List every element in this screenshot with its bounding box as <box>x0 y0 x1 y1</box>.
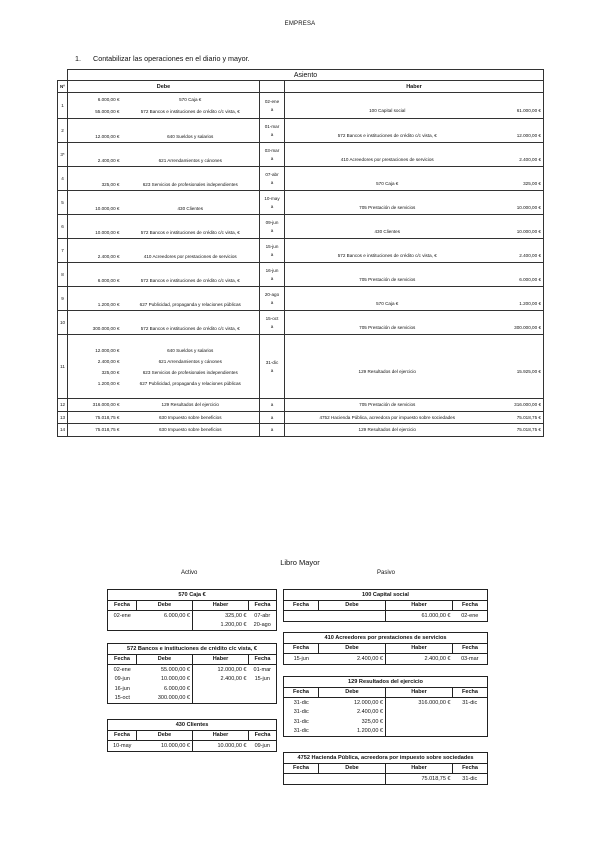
journal-entry-row <box>58 119 544 143</box>
haber-header: Haber <box>193 600 249 611</box>
ledger-account-title: 572 Bancos e instituciones de crédito c/c vista, € <box>108 644 277 655</box>
ledger-haber-amount: 61.000,00 € <box>386 611 453 622</box>
ledger-row <box>108 694 277 704</box>
ledger-row <box>284 654 488 665</box>
journal-entry-row <box>58 335 544 399</box>
debe-amount: 325,00 € <box>101 181 120 187</box>
journal-entry-row <box>58 93 544 119</box>
ledger-row <box>284 727 488 737</box>
entry-connector: a <box>270 427 274 433</box>
ledger-haber-date: 03-mar <box>453 654 488 665</box>
debe-amount: 1.200,00 € <box>97 380 120 386</box>
ledger-debe-date <box>108 621 137 631</box>
haber-header: Haber <box>386 763 453 774</box>
ledger-debe-amount <box>137 621 193 631</box>
question-line <box>75 54 250 63</box>
haber-account: 100 Capital social <box>285 93 490 119</box>
fecha-header: Fecha <box>249 654 277 665</box>
haber-amount: 6.000,00 € <box>490 263 544 287</box>
ledger-debe-date: 31-dic <box>284 727 319 737</box>
haber-account: 705 Prestación de servicios <box>285 311 490 335</box>
entry-connector: a <box>270 155 274 161</box>
haber-account: 572 Bancos e instituciones de crédito c/c vista, € <box>285 119 490 143</box>
debe-amount: 300.000,00 € <box>92 325 120 331</box>
entry-connector: a <box>270 251 274 257</box>
fecha-header: Fecha <box>453 687 488 698</box>
entry-number: 1 <box>58 93 68 119</box>
ledger-haber-date: 02-ene <box>453 611 488 622</box>
ledger-haber-amount: 1.200,00 € <box>193 621 249 631</box>
fecha-header: Fecha <box>284 763 319 774</box>
fecha-header: Fecha <box>108 600 137 611</box>
ledger-row <box>284 717 488 727</box>
debe-header: Debe <box>319 643 386 654</box>
debe-amount: 6.000,00 € <box>97 97 120 102</box>
debe-amount: 6.000,00 € <box>97 277 120 283</box>
journal-entry-row <box>58 239 544 263</box>
ledger-debe-amount: 12.000,00 € <box>319 698 386 708</box>
entry-connector: a <box>270 275 274 281</box>
fecha-header: Fecha <box>108 730 137 741</box>
ledger-debe-date: 31-dic <box>284 708 319 718</box>
debe-header: Debe <box>319 763 386 774</box>
ledger-debe-date <box>284 611 319 622</box>
fecha-header: Fecha <box>249 600 277 611</box>
question-text: Contabilizar las operaciones en el diario y mayor. <box>93 54 250 63</box>
debe-amount: 75.018,75 € <box>95 414 120 420</box>
ledger-debe-date: 02-ene <box>108 665 137 675</box>
ledger-row <box>284 774 488 785</box>
ledger-row <box>108 611 277 621</box>
debe-account: 572 Bancos e instituciones de crédito c/c vista, € <box>140 229 240 235</box>
entry-number: 8 <box>58 263 68 287</box>
ledger-debe-amount: 6.000,00 € <box>137 611 193 621</box>
haber-amount: 15.925,00 € <box>490 335 544 399</box>
ledger-haber-amount <box>386 717 453 727</box>
debe-account: 627 Publicidad, propaganda y relaciones públicas <box>139 301 241 307</box>
ledger-debe-amount: 6.000,00 € <box>137 684 193 694</box>
debe-amount: 2.400,00 € <box>97 157 120 163</box>
ledger-account-resultados <box>283 676 488 737</box>
haber-amount: 12.000,00 € <box>490 119 544 143</box>
ledger-debe-amount: 10.000,00 € <box>137 675 193 685</box>
debe-amount: 10.000,00 € <box>95 205 120 211</box>
haber-amount: 75.018,75 € <box>490 411 544 424</box>
journal-entry-row <box>58 143 544 167</box>
entry-connector: a <box>270 402 274 408</box>
haber-amount: 325,00 € <box>490 167 544 191</box>
ledger-haber-date <box>249 684 277 694</box>
debe-amount: 2.400,00 € <box>97 358 120 364</box>
ledger-debe-amount: 1.200,00 € <box>319 727 386 737</box>
ledger-row <box>108 741 277 752</box>
ledger-row <box>108 621 277 631</box>
haber-account: 570 Caja € <box>285 287 490 311</box>
entry-connector: a <box>270 414 274 420</box>
entry-date: 09-jun <box>265 219 279 225</box>
entry-number: 9 <box>58 287 68 311</box>
haber-account: 410 Acreedores por prestaciones de servicios <box>285 143 490 167</box>
ledger-haber-date: 09-jun <box>249 741 277 752</box>
entry-number: 12 <box>58 399 68 412</box>
ledger-debe-amount: 300.000,00 € <box>137 694 193 704</box>
entry-number: 13 <box>58 411 68 424</box>
entry-date: 31-dic <box>265 359 279 365</box>
ledger-row <box>284 698 488 708</box>
debe-account: 129 Resultados del ejercicio <box>161 402 219 407</box>
ledger-debe-amount <box>319 774 386 785</box>
ledger-debe-date: 10-may <box>108 741 137 752</box>
col-debe-header: Debe <box>68 81 260 93</box>
ledger-account-caja <box>107 589 277 631</box>
ledger-haber-date <box>453 708 488 718</box>
debe-amount: 12.000,00 € <box>95 133 120 139</box>
ledger-row <box>284 611 488 622</box>
debe-account: 430 Clientes <box>177 205 204 211</box>
pasivo-label: Pasivo <box>377 570 396 576</box>
debe-header: Debe <box>319 687 386 698</box>
ledger-row <box>284 708 488 718</box>
ledger-debe-date: 15-oct <box>108 694 137 704</box>
haber-account: 570 Caja € <box>285 167 490 191</box>
debe-header: Debe <box>137 600 193 611</box>
ledger-haber-date: 31-dic <box>453 774 488 785</box>
ledger-debe-date: 31-dic <box>284 717 319 727</box>
ledger-haber-amount: 2.400,00 € <box>386 654 453 665</box>
ledger-haber-amount: 2.400,00 € <box>193 675 249 685</box>
haber-account: 129 Resultados del ejercicio <box>285 424 490 437</box>
ledger-haber-amount: 75.018,75 € <box>386 774 453 785</box>
haber-header: Haber <box>193 654 249 665</box>
journal-entry-row <box>58 399 544 412</box>
entry-connector: a <box>270 323 274 329</box>
ledger-debe-amount <box>319 611 386 622</box>
entry-date: 03-mar <box>264 147 280 153</box>
fecha-header: Fecha <box>453 600 488 611</box>
journal-entry-row <box>58 167 544 191</box>
haber-amount: 2.400,00 € <box>490 143 544 167</box>
haber-amount: 10.000,00 € <box>490 215 544 239</box>
entry-number: 2 <box>58 119 68 143</box>
debe-account: 623 Servicios de profesionales independientes <box>142 181 238 187</box>
col-no-header: Nº <box>58 81 68 93</box>
ledger-haber-date: 07-abr <box>249 611 277 621</box>
ledger-title: Libro Mayor <box>280 558 320 567</box>
ledger-haber-amount <box>193 684 249 694</box>
col-date-header <box>260 81 285 93</box>
col-haber-header: Haber <box>285 81 544 93</box>
ledger-haber-date: 31-dic <box>453 698 488 708</box>
ledger-account-title: 129 Resultados del ejercicio <box>284 677 488 688</box>
ledger-debe-amount: 325,00 € <box>319 717 386 727</box>
entry-connector: a <box>270 179 274 185</box>
ledger-haber-date: 20-ago <box>249 621 277 631</box>
fecha-header: Fecha <box>453 763 488 774</box>
debe-account: 572 Bancos e instituciones de crédito c/c vista, € <box>140 325 240 331</box>
journal-entry-row <box>58 263 544 287</box>
entry-number: 11 <box>58 335 68 399</box>
ledger-haber-amount: 316.000,00 € <box>386 698 453 708</box>
debe-amount: 75.018,75 € <box>95 427 120 432</box>
ledger-debe-amount: 2.400,00 € <box>319 654 386 665</box>
entry-number: 10 <box>58 311 68 335</box>
journal-title: Asiento <box>68 70 544 81</box>
entry-date: 01-mar <box>264 123 280 129</box>
ledger-debe-date <box>284 774 319 785</box>
ledger-row <box>108 684 277 694</box>
haber-account: 129 Resultados del ejercicio <box>285 335 490 399</box>
haber-account: 705 Prestación de servicios <box>285 191 490 215</box>
ledger-haber-amount <box>386 708 453 718</box>
entry-number: 4 <box>58 167 68 191</box>
debe-account: 640 Sueldos y salarios <box>167 347 214 353</box>
fecha-header: Fecha <box>284 687 319 698</box>
debe-header: Debe <box>137 654 193 665</box>
fecha-header: Fecha <box>249 730 277 741</box>
ledger-account-bancos <box>107 643 277 704</box>
journal-entry-row <box>58 424 544 437</box>
haber-account: 705 Prestación de servicios <box>285 399 490 412</box>
entry-connector: a <box>270 299 274 305</box>
ledger-haber-amount: 10.000,00 € <box>193 741 249 752</box>
ledger-debe-amount: 2.400,00 € <box>319 708 386 718</box>
entry-date: 02-ene <box>264 98 280 104</box>
fecha-header: Fecha <box>284 600 319 611</box>
entry-number: 5 <box>58 191 68 215</box>
entry-number: 3* <box>58 143 68 167</box>
ledger-haber-date <box>453 717 488 727</box>
ledger-account-title: 430 Clientes <box>108 720 277 731</box>
debe-amount: 10.000,00 € <box>95 229 120 235</box>
journal-entry-row <box>58 191 544 215</box>
haber-amount: 61.000,00 € <box>490 93 544 119</box>
ledger-haber-amount <box>386 727 453 737</box>
ledger-account-title: 410 Acreedores por prestaciones de servicios <box>284 633 488 644</box>
ledger-row <box>108 665 277 675</box>
haber-account: 705 Prestación de servicios <box>285 263 490 287</box>
entry-connector: a <box>270 131 274 137</box>
ledger-account-capital <box>283 589 488 622</box>
ledger-account-acreedores <box>283 632 488 665</box>
debe-amount: 12.000,00 € <box>95 347 120 353</box>
fecha-header: Fecha <box>108 654 137 665</box>
ledger-account-hacienda <box>283 752 488 785</box>
debe-amount: 325,00 € <box>101 369 120 375</box>
ledger-account-title: 4752 Hacienda Pública, acreedora por impuesto sobre sociedades <box>284 753 488 764</box>
debe-account: 572 Bancos e instituciones de crédito c/c vista, € <box>140 108 240 114</box>
haber-account: 572 Bancos e instituciones de crédito c/c vista, € <box>285 239 490 263</box>
debe-amount: 316.000,00 € <box>92 402 120 407</box>
ledger-haber-date <box>453 727 488 737</box>
entry-number: 14 <box>58 424 68 437</box>
debe-account: 630 Impuesto sobre beneficios <box>158 414 222 420</box>
ledger-debe-date: 16-jun <box>108 684 137 694</box>
entry-date: 07-abr <box>265 171 279 177</box>
debe-account: 623 Servicios de profesionales independientes <box>142 369 238 375</box>
haber-header: Haber <box>193 730 249 741</box>
haber-header: Haber <box>386 687 453 698</box>
haber-header: Haber <box>386 643 453 654</box>
debe-account: 570 Caja € <box>179 97 202 102</box>
ledger-debe-date: 09-jun <box>108 675 137 685</box>
ledger-haber-amount: 12.000,00 € <box>193 665 249 675</box>
ledger-haber-date: 01-mar <box>249 665 277 675</box>
entry-connector: a <box>270 106 274 112</box>
ledger-debe-amount: 10.000,00 € <box>137 741 193 752</box>
fecha-header: Fecha <box>453 643 488 654</box>
ledger-debe-date: 31-dic <box>284 698 319 708</box>
entry-connector: a <box>270 227 274 233</box>
ledger-account-title: 570 Caja € <box>108 590 277 601</box>
fecha-header: Fecha <box>284 643 319 654</box>
ledger-haber-amount: 325,00 € <box>193 611 249 621</box>
journal-entry-row <box>58 411 544 424</box>
entry-date: 10-may <box>264 195 280 201</box>
document-header: EMPRESA <box>284 21 316 27</box>
haber-amount: 10.000,00 € <box>490 191 544 215</box>
debe-header: Debe <box>319 600 386 611</box>
ledger-debe-date: 15-jun <box>284 654 319 665</box>
entry-date: 16-jun <box>265 267 279 273</box>
haber-amount: 75.018,75 € <box>490 424 544 437</box>
debe-account: 630 Impuesto sobre beneficios <box>158 427 222 432</box>
haber-account: 4752 Hacienda Pública, acreedora por impuesto sobre sociedades <box>285 411 490 424</box>
haber-account: 430 Clientes <box>285 215 490 239</box>
debe-account: 621 Arrendamientos y cánones <box>158 157 222 163</box>
ledger-haber-date: 15-jun <box>249 675 277 685</box>
entry-connector: a <box>270 367 274 373</box>
debe-account: 627 Publicidad, propaganda y relaciones públicas <box>139 380 241 386</box>
debe-header: Debe <box>137 730 193 741</box>
question-number: 1. <box>75 54 81 63</box>
ledger-account-title: 100 Capital social <box>284 590 488 601</box>
ledger-debe-date: 02-ene <box>108 611 137 621</box>
ledger-haber-amount <box>193 694 249 704</box>
ledger-debe-amount: 55.000,00 € <box>137 665 193 675</box>
haber-amount: 316.000,00 € <box>490 399 544 412</box>
ledger-account-clientes <box>107 719 277 752</box>
debe-account: 572 Bancos e instituciones de crédito c/c vista, € <box>140 277 240 283</box>
debe-amount: 55.000,00 € <box>95 108 120 114</box>
haber-amount: 1.200,00 € <box>490 287 544 311</box>
activo-label: Activo <box>181 570 198 576</box>
entry-number: 7 <box>58 239 68 263</box>
entry-date: 20-ago <box>264 291 280 297</box>
ledger-haber-date <box>249 694 277 704</box>
journal-entry-row <box>58 311 544 335</box>
debe-account: 640 Sueldos y salarios <box>167 133 214 139</box>
debe-account: 410 Acreedores por prestaciones de servicios <box>143 253 237 259</box>
ledger-row <box>108 675 277 685</box>
haber-amount: 2.400,00 € <box>490 239 544 263</box>
haber-header: Haber <box>386 600 453 611</box>
journal-table <box>57 69 544 437</box>
journal-entry-row <box>58 215 544 239</box>
entry-connector: a <box>270 203 274 209</box>
entry-date: 15-oct <box>265 315 279 321</box>
debe-account: 621 Arrendamientos y cánones <box>158 358 222 364</box>
debe-amount: 2.400,00 € <box>97 253 120 259</box>
haber-amount: 300.000,00 € <box>490 311 544 335</box>
debe-amount: 1.200,00 € <box>97 301 120 307</box>
entry-number: 6 <box>58 215 68 239</box>
entry-date: 15-jun <box>265 243 279 249</box>
journal-entry-row <box>58 287 544 311</box>
